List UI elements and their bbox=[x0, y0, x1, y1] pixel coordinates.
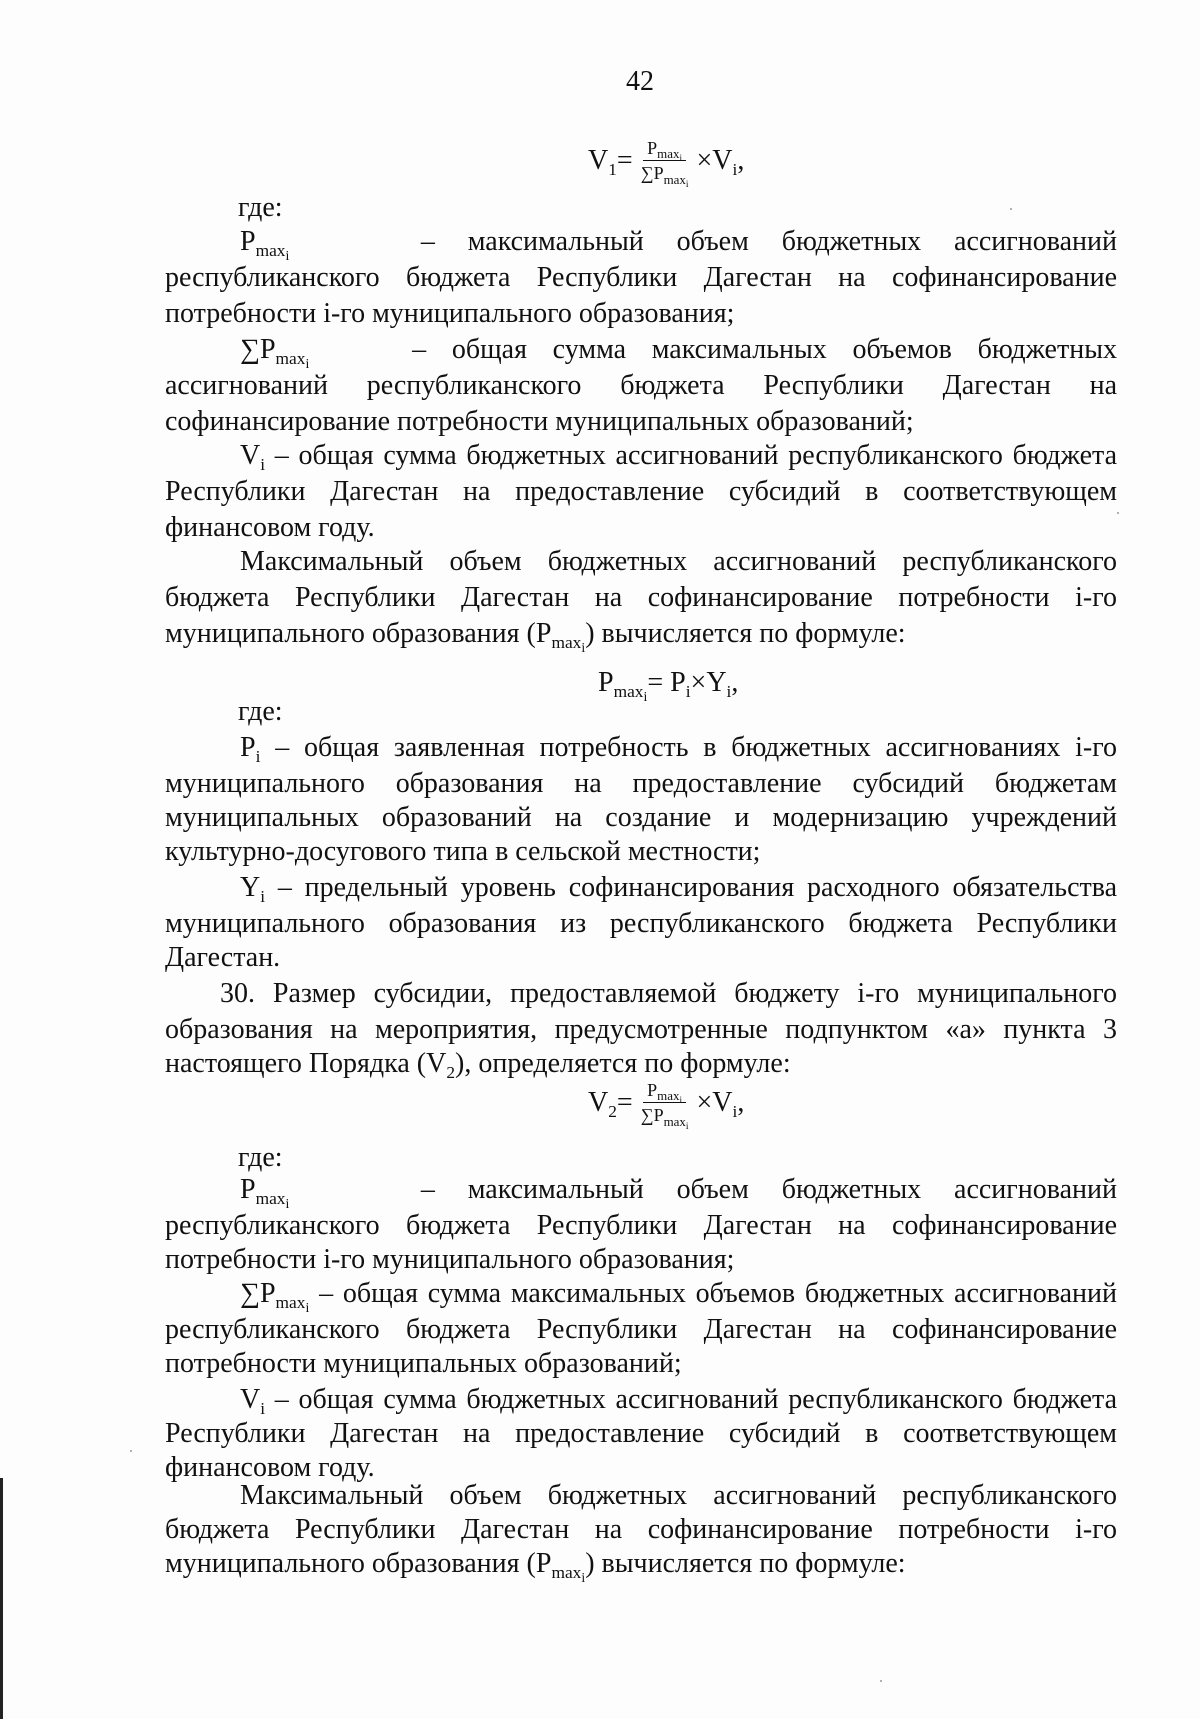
formula-v2-rhs: $\times V_i$, bbox=[696, 1087, 745, 1122]
def-pi-line-2: муниципального образования на предоставление субсидий бюджетам bbox=[165, 768, 1117, 799]
def-vi-line-1: $V_i$ – общая сумма бюджетных ассигнований республиканского бюджета bbox=[240, 440, 1117, 475]
section-30-line-1: 30. Размер субсидии, предоставляемой бюджету i-го муниципального bbox=[220, 978, 1117, 1009]
def-pmax2-line-1: $P_{max_i}$ – максимальный объем бюджетных ассигнований bbox=[240, 1174, 1117, 1213]
formula-pmax: $P_{max_i}= P_i\times Y_i$, bbox=[598, 667, 739, 706]
def-pmax-line-3: потребности i-го муниципального образования; bbox=[165, 298, 735, 329]
formula-v1-lhs: $V_1=$ bbox=[588, 145, 633, 180]
symbol-vi: $V_i$ bbox=[240, 440, 266, 475]
formula-v2-lhs: $V_2=$ bbox=[588, 1087, 633, 1122]
def-vi2-line-2: Республики Дагестан на предоставление субсидий в соответствующем bbox=[165, 1418, 1117, 1449]
scan-speck bbox=[130, 1450, 132, 1452]
def-pi-line-4: культурно-досугового типа в сельской местности; bbox=[165, 836, 761, 867]
symbol-yi: $Y_i$ bbox=[240, 872, 266, 907]
def-vi2-line-1: $V_i$ – общая сумма бюджетных ассигнований республиканского бюджета bbox=[240, 1384, 1117, 1419]
section-30-line-3: настоящего Порядка $(V_2)$, определяется по формуле: bbox=[165, 1048, 791, 1083]
def-vi-line-3: финансовом году. bbox=[165, 512, 375, 543]
para-max-line-1: Максимальный объем бюджетных ассигнований республиканского bbox=[240, 546, 1117, 577]
def-sum-pmax2-line-2: республиканского бюджета Республики Дагестан на софинансирование bbox=[165, 1314, 1117, 1345]
symbol-sum-pmax: $\sum P_{max_i}$ bbox=[240, 334, 310, 373]
def-sum-pmax-line-3: софинансирование потребности муниципальных образований; bbox=[165, 406, 914, 437]
def-yi-line-3: Дагестан. bbox=[165, 942, 281, 973]
where-label-1: где: bbox=[238, 192, 283, 223]
symbol-sum-pmax-2: $\sum P_{max_i}$ bbox=[240, 1278, 310, 1317]
def-vi2-line-3: финансовом году. bbox=[165, 1452, 375, 1483]
formula-v1 bbox=[588, 126, 744, 196]
symbol-pmax-2: $P_{max_i}$ bbox=[240, 1174, 290, 1213]
para-max-line-2: бюджета Республики Дагестан на софинансирование потребности i-го bbox=[165, 582, 1117, 613]
section-30-line-2: образования на мероприятия, предусмотренные подпунктом «а» пункта 3 bbox=[165, 1014, 1117, 1045]
def-pmax-line-1: $P_{max_i}$ – максимальный объем бюджетных ассигнований bbox=[240, 226, 1117, 265]
scan-edge-mark bbox=[0, 1478, 3, 1719]
def-sum-pmax2-line-3: потребности муниципальных образований; bbox=[165, 1348, 682, 1379]
def-sum-pmax-line-2: ассигнований республиканского бюджета Республики Дагестан на bbox=[165, 370, 1117, 401]
def-pmax2-line-3: потребности i-го муниципального образования; bbox=[165, 1244, 735, 1275]
def-yi-line-2: муниципального образования из республиканского бюджета Республики bbox=[165, 908, 1117, 939]
para-max2-line-3: муниципального образования $(P_{max_i})$ вычисляется по формуле: bbox=[165, 1548, 906, 1587]
where-label-3: где: bbox=[238, 1142, 283, 1173]
def-sum-pmax-line-1: $\sum P_{max_i}$ – общая сумма максимальных объемов бюджетных bbox=[240, 334, 1118, 373]
formula-v1-rhs: $\times V_i$, bbox=[696, 145, 745, 180]
symbol-pi: $P_i$ bbox=[240, 732, 261, 767]
def-pmax2-line-2: республиканского бюджета Республики Дагестан на софинансирование bbox=[165, 1210, 1117, 1241]
def-pmax-line-2: республиканского бюджета Республики Дагестан на софинансирование bbox=[165, 262, 1117, 293]
def-yi-line-1: $Y_i$ – предельный уровень софинансирования расходного обязательства bbox=[240, 872, 1118, 907]
para-max-line-3: муниципального образования $(P_{max_i})$ вычисляется по формуле: bbox=[165, 618, 906, 657]
def-vi-line-2: Республики Дагестан на предоставление субсидий в соответствующем bbox=[165, 476, 1117, 507]
para-max2-line-2: бюджета Республики Дагестан на софинансирование потребности i-го bbox=[165, 1514, 1117, 1545]
scan-speck bbox=[1010, 208, 1012, 210]
symbol-pmax: $P_{max_i}$ bbox=[240, 226, 290, 265]
def-pi-line-1: $P_i$ – общая заявленная потребность в бюджетных ассигнованиях i-го bbox=[240, 732, 1118, 767]
def-pi-line-3: муниципальных образований на создание и модернизацию учреждений bbox=[165, 802, 1117, 833]
para-max2-line-1: Максимальный объем бюджетных ассигнований республиканского bbox=[240, 1480, 1117, 1511]
scan-speck bbox=[1117, 512, 1119, 514]
formula-v1-fraction: $\frac{P_{max_i}}{\sum P_{max_i}}$ bbox=[640, 137, 689, 190]
def-sum-pmax2-line-1: $\sum P_{max_i}$ – общая сумма максимальных объемов бюджетных ассигнований bbox=[240, 1278, 1118, 1317]
formula-v2 bbox=[588, 1068, 744, 1138]
where-label-2: где: bbox=[238, 696, 283, 727]
page-number: 42 bbox=[626, 66, 654, 97]
scan-speck bbox=[880, 1680, 882, 1682]
symbol-vi-2: $V_i$ bbox=[240, 1384, 266, 1419]
formula-v2-fraction: $\frac{P_{max_i}}{\sum P_{max_i}}$ bbox=[640, 1079, 689, 1132]
